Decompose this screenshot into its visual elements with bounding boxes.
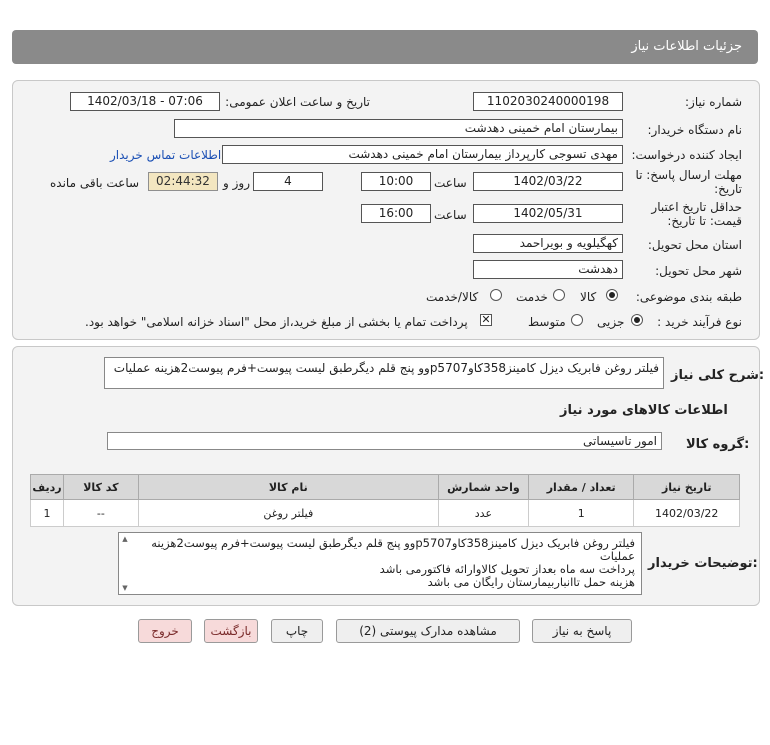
process-radio-partial[interactable]	[631, 314, 643, 326]
deadline-label-line2: تاریخ:	[714, 182, 742, 196]
deadline-hour-label: ساعت	[434, 176, 467, 190]
back-button[interactable]: بازگشت	[204, 619, 258, 643]
validity-hour-label: ساعت	[434, 208, 467, 222]
description-field: فیلتر روغن فابریک دیزل کامینز358کاوp5707وو پنج قلم دیگرطبق لیست پیوست+فرم پیوست2هزینه عملیات	[104, 357, 664, 389]
buyer-contact-link[interactable]: اطلاعات تماس خریدار	[110, 148, 222, 162]
col-need-date: تاریخ نیاز	[634, 475, 740, 500]
buyer-notes-line-2: پرداخت سه ماه بعداز تحویل کالاوارائه فاکتورمی باشد	[379, 562, 635, 576]
province-field: کهگیلویه و بویراحمد	[473, 234, 623, 253]
scrollbar[interactable]	[121, 535, 129, 592]
page-title: جزئیات اطلاعات نیاز	[631, 39, 742, 54]
category-option-goods-service: کالا/خدمت	[426, 290, 479, 304]
print-button[interactable]: چاپ	[271, 619, 323, 643]
deadline-label-line1: مهلت ارسال پاسخ: تا	[635, 168, 742, 182]
category-radio-goods[interactable]	[606, 289, 618, 301]
page-header	[12, 30, 758, 64]
cell-unit: عدد	[438, 500, 528, 527]
remaining-time-field: 02:44:32	[148, 172, 218, 191]
buyer-notes-line-3: هزینه حمل تاانباربیمارستان رایگان می باشد	[427, 575, 635, 589]
days-field: 4	[253, 172, 323, 191]
category-label: طبقه بندی موضوعی:	[635, 290, 742, 304]
goods-table	[30, 474, 740, 527]
deadline-date-field: 1402/03/22	[473, 172, 623, 191]
buyer-notes-textarea[interactable]	[118, 532, 642, 595]
days-label: روز و	[223, 176, 250, 190]
goods-section-title: اطلاعات کالاهای مورد نیاز	[560, 403, 728, 418]
need-number-field: 1102030240000198	[473, 92, 623, 111]
col-quantity: تعداد / مقدار	[528, 475, 633, 500]
city-field: دهدشت	[473, 260, 623, 279]
goods-group-field: امور تاسیساتی	[107, 432, 662, 450]
announce-label: تاریخ و ساعت اعلان عمومی:	[225, 95, 370, 109]
treasury-payment-checkbox[interactable]: ✕	[481, 313, 491, 326]
col-code: کد کالا	[63, 475, 138, 500]
process-label: نوع فرآیند خرید :	[657, 315, 742, 329]
cell-row: 1	[31, 500, 64, 527]
validity-label-line2: قیمت: تا تاریخ:	[667, 214, 742, 228]
goods-table-header	[31, 475, 740, 500]
cell-name: فیلتر روغن	[138, 500, 438, 527]
exit-button[interactable]: خروج	[138, 619, 192, 643]
requester-label: ایجاد کننده درخواست:	[631, 148, 742, 162]
process-radio-medium[interactable]	[571, 314, 583, 326]
scroll-up-icon[interactable]: ▲	[122, 535, 128, 543]
validity-label-line1: حداقل تاریخ اعتبار	[651, 200, 742, 214]
validity-time-field: 16:00	[361, 204, 431, 223]
category-option-service: خدمت	[516, 290, 548, 304]
cell-quantity: 1	[528, 500, 633, 527]
province-label: استان محل تحویل:	[647, 238, 742, 252]
cell-code: --	[63, 500, 138, 527]
need-number-label: شماره نیاز:	[685, 95, 742, 109]
remaining-time-label: ساعت باقی مانده	[50, 176, 140, 190]
requester-field: مهدی تسوجی کارپرداز بیمارستان امام خمینی دهدشت	[222, 145, 623, 164]
process-option-medium: متوسط	[528, 315, 566, 329]
announce-field: 1402/03/18 - 07:06	[70, 92, 220, 111]
col-name: نام کالا	[138, 475, 438, 500]
category-radio-service[interactable]	[553, 289, 565, 301]
buyer-notes-line-1: فیلتر روغن فابریک دیزل کامینز358کاوp5707وو پنج قلم دیگرطبق لیست پیوست+فرم پیوست2هزینه عملیات	[151, 536, 635, 563]
goods-group-label: گروه کالا:	[686, 437, 750, 452]
cell-need-date: 1402/03/22	[634, 500, 740, 527]
validity-date-field: 1402/05/31	[473, 204, 623, 223]
category-radio-goods-service[interactable]	[490, 289, 502, 301]
col-row: ردیف	[31, 475, 64, 500]
process-option-partial: جزیی	[597, 315, 625, 329]
attachments-button[interactable]: مشاهده مدارک پیوستی (2)	[336, 619, 520, 643]
buyer-notes-label: توضیحات خریدار:	[648, 556, 758, 571]
buyer-org-label: نام دستگاه خریدار:	[647, 123, 742, 137]
deadline-time-field: 10:00	[361, 172, 431, 191]
category-option-goods: کالا	[580, 290, 597, 304]
reply-button[interactable]: پاسخ به نیاز	[532, 619, 632, 643]
table-row	[31, 500, 740, 527]
buyer-org-field: بیمارستان امام خمینی دهدشت	[174, 119, 623, 138]
description-label: شرح کلی نیاز:	[671, 368, 765, 383]
treasury-payment-note: پرداخت تمام یا بخشی از مبلغ خرید،از محل "اسناد خزانه اسلامی" خواهد بود.	[85, 315, 468, 329]
city-label: شهر محل تحویل:	[655, 264, 742, 278]
scroll-down-icon[interactable]: ▼	[122, 584, 128, 592]
col-unit: واحد شمارش	[438, 475, 528, 500]
